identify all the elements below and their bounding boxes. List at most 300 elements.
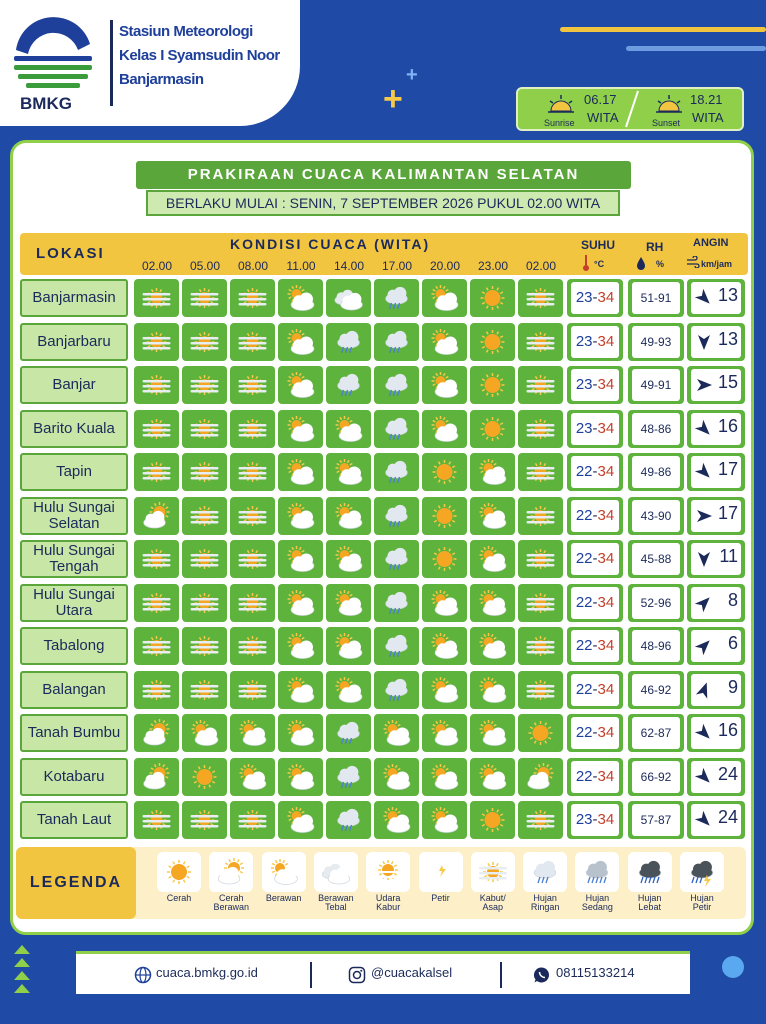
decor-line <box>560 27 766 32</box>
wind-cell <box>687 366 745 404</box>
legend-text: Udara Kabur <box>375 893 401 912</box>
location-name: Kotabaru <box>20 758 128 796</box>
cerah-icon <box>470 410 515 448</box>
wind-speed: 13 <box>717 328 738 349</box>
berawan-icon <box>470 584 515 622</box>
wind-cell <box>687 758 745 796</box>
temperature-cell: 22-34 <box>567 627 623 665</box>
temp-min: 22 <box>575 593 593 611</box>
bmkg-logo-text: BMKG <box>20 94 72 113</box>
hujan-ringan-icon <box>374 497 419 535</box>
kabut-icon <box>230 584 275 622</box>
header-time: 05.00 <box>189 259 221 273</box>
kabut-icon <box>518 497 563 535</box>
humidity-cell: 45-88 <box>628 540 684 578</box>
location-name: Balangan <box>20 671 128 709</box>
header-lokasi: LOKASI <box>36 245 105 262</box>
header-time: 02.00 <box>525 259 557 273</box>
cerah-icon <box>422 497 467 535</box>
berawan-icon <box>422 671 467 709</box>
kabut-icon <box>134 671 179 709</box>
berawan-icon <box>374 758 419 796</box>
kabut-icon <box>518 366 563 404</box>
berawan-icon <box>278 540 323 578</box>
legend-item <box>312 852 360 912</box>
wind-direction-icon <box>694 332 714 352</box>
wind-speed: 17 <box>717 459 738 479</box>
berawan-icon <box>326 540 371 578</box>
berawan-icon <box>470 453 515 491</box>
kabut-icon <box>182 453 227 491</box>
berawan-icon <box>326 497 371 535</box>
berawan-icon <box>470 671 515 709</box>
kabut-icon <box>230 497 275 535</box>
kabut-icon <box>182 801 227 839</box>
suhu-unit: °C <box>594 259 605 269</box>
header-time: 08.00 <box>237 259 269 273</box>
legend-item <box>207 852 255 912</box>
temp-max: 34 <box>597 289 615 306</box>
temp-max: 34 <box>597 637 615 654</box>
divider-slash <box>622 89 642 129</box>
wind-direction-icon <box>694 767 714 787</box>
kabut-icon <box>230 627 275 665</box>
humidity-cell: 49-91 <box>628 366 684 404</box>
wind-direction-icon <box>694 419 714 439</box>
wind-cell <box>687 279 745 317</box>
kabut-icon <box>182 410 227 448</box>
hujan-ringan-icon <box>374 323 419 361</box>
legend-item <box>417 852 465 903</box>
temperature-cell: 23-34 <box>567 323 623 361</box>
legend-text: Kabut/ Asap <box>479 893 506 912</box>
berawan-icon <box>182 714 227 752</box>
berawan-icon <box>278 758 323 796</box>
berawan-icon <box>422 323 467 361</box>
kabut-icon <box>134 801 179 839</box>
cerah-berawan-icon <box>518 758 563 796</box>
header-time: 17.00 <box>381 259 413 273</box>
udara-kabur-icon <box>366 852 410 892</box>
footer-separator <box>310 962 312 988</box>
decor-triangle <box>14 958 30 967</box>
kabut-icon <box>518 323 563 361</box>
humidity-cell: 48-86 <box>628 410 684 448</box>
station-line: Kelas I Syamsudin Noor <box>119 47 280 64</box>
header-time: 11.00 <box>286 259 316 273</box>
wind-speed: 13 <box>717 285 738 305</box>
wind-cell <box>687 801 745 839</box>
legend-item <box>573 852 621 912</box>
header-card <box>0 0 300 126</box>
header-angin: ANGIN <box>693 237 729 249</box>
valid-from: BERLAKU MULAI : SENIN, 7 SEPTEMBER 2026 PUKUL 02.00 WITA <box>146 190 620 216</box>
hujan-ringan-icon <box>374 627 419 665</box>
wind-cell <box>687 410 745 448</box>
wind-direction-icon <box>694 506 714 526</box>
cerah-berawan-icon <box>134 497 179 535</box>
location-name: Tanah Bumbu <box>20 714 128 752</box>
sunrise-time: 06.17 <box>584 92 617 107</box>
berawan-icon <box>422 279 467 317</box>
wind-direction-icon <box>694 288 714 308</box>
instagram-icon <box>348 966 366 984</box>
berawan-icon <box>422 366 467 404</box>
berawan-icon <box>422 410 467 448</box>
temp-min: 22 <box>575 724 593 741</box>
wind-speed: 11 <box>719 546 738 566</box>
wind-cell <box>687 453 745 491</box>
temperature-cell: 22-34 <box>567 584 623 622</box>
kabut-icon <box>518 671 563 709</box>
berawan-icon <box>230 714 275 752</box>
wind-direction-icon <box>694 593 714 613</box>
rh-unit: % <box>656 259 665 269</box>
humidity-cell: 52-96 <box>628 584 684 622</box>
berawan-icon <box>422 584 467 622</box>
legend-label: LEGENDA <box>16 847 136 919</box>
temp-max: 34 <box>597 550 615 567</box>
kabut-icon <box>134 584 179 622</box>
humidity-cell: 49-86 <box>628 453 684 491</box>
temp-max: 34 <box>597 767 615 785</box>
legend-text: Berawan Tebal <box>318 893 354 912</box>
hujan-ringan-icon <box>326 323 371 361</box>
wind-cell <box>687 671 745 709</box>
sunrise-label: Sunrise <box>544 118 575 128</box>
temperature-cell: 22-34 <box>567 453 623 491</box>
kabut-icon <box>471 852 515 892</box>
legend-item <box>678 852 726 912</box>
sunrise-sunset-box <box>516 87 744 131</box>
header-time: 20.00 <box>429 259 461 273</box>
humidity-cell: 43-90 <box>628 497 684 535</box>
kabut-icon <box>182 497 227 535</box>
temp-max: 34 <box>597 376 615 393</box>
cerah-icon <box>422 453 467 491</box>
temp-max: 34 <box>597 680 615 698</box>
kabut-icon <box>230 453 275 491</box>
berawan-icon <box>374 714 419 752</box>
cerah-icon <box>470 279 515 317</box>
berawan-icon <box>326 410 371 448</box>
temp-min: 23 <box>575 419 593 437</box>
temp-min: 22 <box>575 680 593 698</box>
decor-dot <box>722 956 744 978</box>
temperature-cell: 22-34 <box>567 671 623 709</box>
berawan-icon <box>470 758 515 796</box>
berawan-icon <box>262 852 306 892</box>
temperature-cell: 23-34 <box>567 801 623 839</box>
sunset-time: 18.21 <box>690 92 723 107</box>
header-suhu: SUHU <box>581 238 616 252</box>
petir-icon <box>419 852 463 892</box>
kabut-icon <box>230 410 275 448</box>
cerah-icon <box>157 852 201 892</box>
kabut-icon <box>134 279 179 317</box>
footer <box>76 951 690 994</box>
hujan-ringan-icon <box>326 758 371 796</box>
kabut-icon <box>518 627 563 665</box>
angin-unit: km/jam <box>701 259 733 269</box>
temperature-cell: 22-34 <box>567 497 623 535</box>
kabut-icon <box>134 323 179 361</box>
kabut-icon <box>182 366 227 404</box>
berawan-icon <box>326 584 371 622</box>
wind-cell <box>687 497 745 535</box>
whatsapp-icon <box>533 966 551 984</box>
berawan-icon <box>422 714 467 752</box>
hujan-sedang-icon <box>575 852 619 892</box>
water-drop-icon <box>636 256 646 270</box>
decor-triangle <box>14 971 30 980</box>
header-time: 14.00 <box>333 259 365 273</box>
station-line: Stasiun Meteorologi <box>119 23 253 40</box>
wind-direction-icon <box>694 680 714 700</box>
thermometer-icon <box>582 254 590 272</box>
temperature-cell: 23-34 <box>567 279 623 317</box>
berawan-icon <box>278 453 323 491</box>
cerah-icon <box>182 758 227 796</box>
cerah-icon <box>518 714 563 752</box>
kabut-icon <box>182 279 227 317</box>
kabut-icon <box>230 540 275 578</box>
temp-max: 34 <box>597 811 615 828</box>
humidity-cell: 62-87 <box>628 714 684 752</box>
kabut-icon <box>182 584 227 622</box>
sunset-icon <box>654 93 684 115</box>
humidity-cell: 46-92 <box>628 671 684 709</box>
temperature-cell: 23-34 <box>567 366 623 404</box>
berawan-tebal-icon <box>326 279 371 317</box>
wind-speed: 24 <box>717 763 738 784</box>
legend-text: Hujan Ringan <box>530 893 560 912</box>
berawan-icon <box>278 323 323 361</box>
hujan-petir-icon <box>680 852 724 892</box>
kabut-icon <box>230 366 275 404</box>
kabut-icon <box>134 410 179 448</box>
kabut-icon <box>518 279 563 317</box>
wind-cell <box>687 627 745 665</box>
instagram-link[interactable]: @cuacakalsel <box>371 965 453 980</box>
berawan-icon <box>422 627 467 665</box>
temperature-cell: 22-34 <box>567 540 623 578</box>
decor-plus-icon: + <box>406 64 418 86</box>
wind-speed: 15 <box>717 372 738 392</box>
cerah-berawan-icon <box>134 714 179 752</box>
header-time: 23.00 <box>477 259 509 273</box>
sunset-tz: WITA <box>692 110 724 125</box>
legend-item <box>521 852 569 912</box>
berawan-icon <box>422 801 467 839</box>
station-name <box>110 20 280 106</box>
page-title: PRAKIRAAN CUACA KALIMANTAN SELATAN <box>136 161 631 189</box>
decor-plus-icon: + <box>383 80 403 118</box>
humidity-cell: 48-96 <box>628 627 684 665</box>
wind-direction-icon <box>694 636 714 656</box>
kabut-icon <box>518 410 563 448</box>
wind-cell <box>687 714 745 752</box>
berawan-icon <box>470 540 515 578</box>
berawan-icon <box>470 714 515 752</box>
temp-min: 22 <box>575 506 593 524</box>
berawan-icon <box>470 497 515 535</box>
temp-max: 34 <box>597 724 615 741</box>
station-line: Banjarmasin <box>119 71 204 88</box>
hujan-ringan-icon <box>326 801 371 839</box>
legend-text: Hujan Sedang <box>581 893 613 912</box>
location-name: Hulu Sungai Tengah <box>20 540 128 578</box>
humidity-cell: 51-91 <box>628 279 684 317</box>
wind-speed: 17 <box>717 502 738 523</box>
berawan-icon <box>230 758 275 796</box>
wind-cell <box>687 323 745 361</box>
kabut-icon <box>230 801 275 839</box>
wind-direction-icon <box>694 723 714 743</box>
wind-direction-icon <box>694 549 714 569</box>
legend-text: Hujan Lebat <box>637 893 662 912</box>
temp-min: 22 <box>575 550 593 567</box>
location-name: Banjar <box>20 366 128 404</box>
legend-item <box>364 852 412 912</box>
wind-speed: 16 <box>717 720 738 740</box>
berawan-icon <box>278 584 323 622</box>
humidity-cell: 57-87 <box>628 801 684 839</box>
wind-speed: 6 <box>727 633 738 653</box>
legend-item <box>155 852 203 903</box>
temp-min: 23 <box>575 289 593 306</box>
kabut-icon <box>134 366 179 404</box>
temp-min: 22 <box>575 463 593 480</box>
legend-text: Hujan Petir <box>690 893 714 912</box>
wind-speed: 24 <box>717 807 738 827</box>
kabut-icon <box>230 671 275 709</box>
temp-max: 34 <box>597 463 615 480</box>
temperature-cell: 22-34 <box>567 714 623 752</box>
temp-max: 34 <box>597 419 615 437</box>
berawan-icon <box>422 758 467 796</box>
location-name: Tanah Laut <box>20 801 128 839</box>
decor-line <box>626 46 766 51</box>
wind-speed: 9 <box>727 676 738 697</box>
temp-min: 23 <box>575 376 593 393</box>
berawan-icon <box>278 671 323 709</box>
location-name: Tabalong <box>20 627 128 665</box>
kabut-icon <box>518 801 563 839</box>
temp-max: 34 <box>597 506 615 524</box>
location-name: Barito Kuala <box>20 410 128 448</box>
cerah-berawan-icon <box>209 852 253 892</box>
wind-icon <box>686 256 700 268</box>
temp-max: 34 <box>597 593 615 611</box>
temp-min: 23 <box>575 811 593 828</box>
wind-speed: 8 <box>727 589 738 610</box>
berawan-icon <box>470 627 515 665</box>
cerah-berawan-icon <box>134 758 179 796</box>
web-icon <box>134 966 152 984</box>
header-rh: RH <box>646 240 664 254</box>
hujan-ringan-icon <box>374 540 419 578</box>
temperature-cell: 23-34 <box>567 410 623 448</box>
hujan-ringan-icon <box>374 671 419 709</box>
location-name: Hulu Sungai Utara <box>20 584 128 622</box>
wind-direction-icon <box>694 810 714 830</box>
sunset-label: Sunset <box>652 118 681 128</box>
legend-text: Cerah Berawan <box>213 893 250 912</box>
kabut-icon <box>182 540 227 578</box>
humidity-cell: 49-93 <box>628 323 684 361</box>
location-name: Hulu Sungai Selatan <box>20 497 128 535</box>
legend-text: Berawan <box>265 893 302 903</box>
kabut-icon <box>518 584 563 622</box>
wind-speed: 16 <box>717 415 738 436</box>
temp-max: 34 <box>597 332 615 350</box>
cerah-icon <box>470 801 515 839</box>
kabut-icon <box>134 540 179 578</box>
wind-direction-icon <box>694 462 714 482</box>
temp-min: 22 <box>575 637 593 654</box>
berawan-icon <box>278 801 323 839</box>
wind-cell <box>687 540 745 578</box>
kabut-icon <box>230 323 275 361</box>
kabut-icon <box>182 323 227 361</box>
legend-item <box>626 852 674 912</box>
legend-item <box>469 852 517 912</box>
location-name: Tapin <box>20 453 128 491</box>
berawan-icon <box>374 801 419 839</box>
kabut-icon <box>134 627 179 665</box>
berawan-icon <box>326 627 371 665</box>
berawan-icon <box>278 366 323 404</box>
hujan-ringan-icon <box>374 410 419 448</box>
decor-triangle <box>14 984 30 993</box>
berawan-icon <box>278 410 323 448</box>
kabut-icon <box>182 671 227 709</box>
whatsapp-number[interactable]: 08115133214 <box>556 965 635 980</box>
header-kondisi: KONDISI CUACA (WITA) <box>230 236 431 252</box>
hujan-ringan-icon <box>374 453 419 491</box>
hujan-ringan-icon <box>374 584 419 622</box>
kabut-icon <box>518 453 563 491</box>
temp-min: 23 <box>575 332 593 350</box>
legend-text: Cerah <box>166 893 192 903</box>
cerah-icon <box>470 366 515 404</box>
kabut-icon <box>182 627 227 665</box>
temp-min: 22 <box>575 767 593 785</box>
legend-text: Petir <box>431 893 450 903</box>
hujan-ringan-icon <box>374 279 419 317</box>
website-link[interactable]: cuaca.bmkg.go.id <box>156 965 258 980</box>
wind-cell <box>687 584 745 622</box>
berawan-icon <box>278 279 323 317</box>
wind-direction-icon <box>694 375 714 395</box>
berawan-icon <box>278 497 323 535</box>
kabut-icon <box>134 453 179 491</box>
sunrise-tz: WITA <box>587 110 619 125</box>
berawan-icon <box>326 671 371 709</box>
kabut-icon <box>518 540 563 578</box>
kabut-icon <box>230 279 275 317</box>
decor-triangle <box>14 945 30 954</box>
temperature-cell: 22-34 <box>567 758 623 796</box>
footer-separator <box>500 962 502 988</box>
sunrise-icon <box>546 93 576 115</box>
berawan-icon <box>278 627 323 665</box>
header-time: 02.00 <box>141 259 173 273</box>
berawan-icon <box>278 714 323 752</box>
legend-item <box>260 852 308 903</box>
hujan-ringan-icon <box>374 366 419 404</box>
